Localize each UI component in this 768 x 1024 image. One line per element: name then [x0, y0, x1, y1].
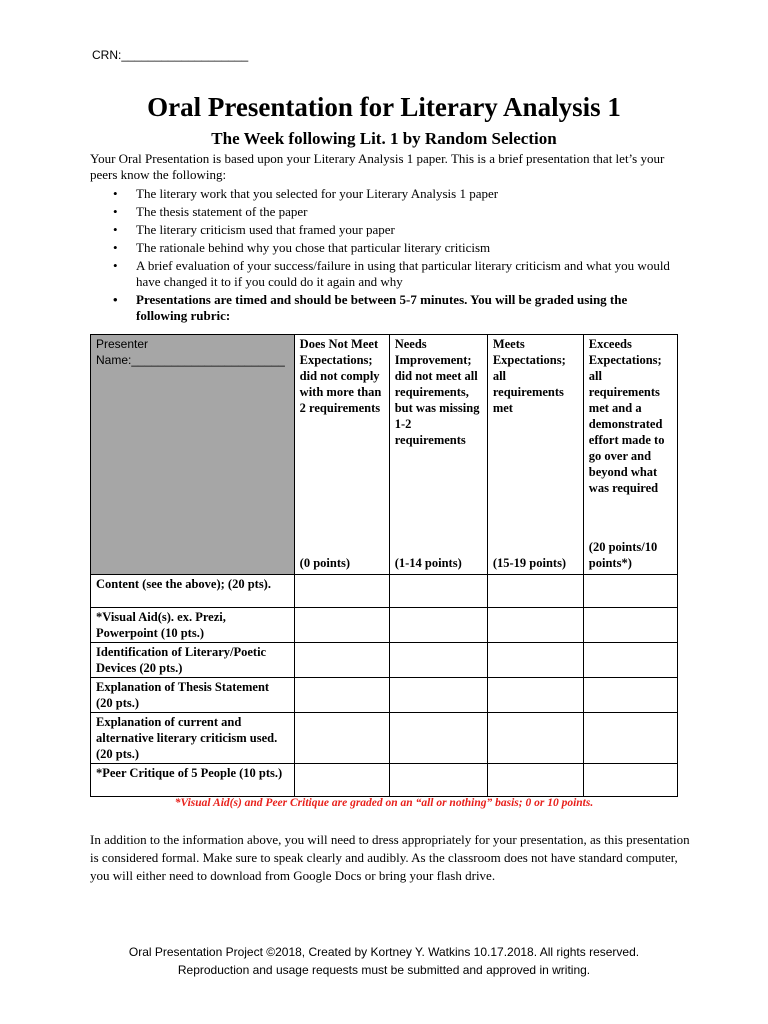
score-cell [294, 575, 389, 608]
level-header-cell [294, 335, 389, 575]
document-subtitle: The Week following Lit. 1 by Random Selection [211, 129, 557, 148]
criterion-label: Explanation of current and alternative literary criticism used. (20 pts.) [91, 713, 295, 764]
score-cell [487, 764, 583, 797]
table-row [91, 678, 678, 713]
usage-line: Reproduction and usage requests must be submitted and approved in writing. [177, 963, 591, 977]
table-row [91, 713, 678, 764]
score-cell [583, 713, 677, 764]
criterion-label: Explanation of Thesis Statement (20 pts.) [91, 678, 295, 713]
score-cell [583, 643, 677, 678]
document-title: Oral Presentation for Literary Analysis 1 [147, 92, 621, 122]
criterion-label: Identification of Literary/Poetic Devices (20 pts.) [91, 643, 295, 678]
table-row [91, 575, 678, 608]
score-cell [294, 678, 389, 713]
table-row [91, 764, 678, 797]
score-cell [389, 713, 487, 764]
requirements-list [100, 186, 680, 326]
score-cell [389, 575, 487, 608]
score-cell [487, 643, 583, 678]
crn-field: CRN:___________________ [92, 48, 249, 62]
score-cell [294, 643, 389, 678]
score-cell [583, 608, 677, 643]
copyright-line: Oral Presentation Project ©2018, Created by Kortney Y. Watkins 10.17.2018. All rights reserved. [128, 945, 640, 959]
score-cell [294, 764, 389, 797]
rubric-header-row [91, 335, 678, 575]
presenter-label: Presenter [96, 337, 149, 351]
score-cell [583, 678, 677, 713]
table-row [91, 643, 678, 678]
level-points: (1-14 points) [394, 556, 462, 570]
score-cell [487, 575, 583, 608]
list-item: • The literary work that you selected for your Literary Analysis 1 paper [100, 186, 680, 202]
list-item: • The thesis statement of the paper [100, 204, 680, 220]
table-row [91, 608, 678, 643]
presenter-cell [91, 335, 295, 575]
grading-note: *Visual Aid(s) and Peer Critique are graded on an “all or nothing” basis; 0 or 10 points. [174, 797, 594, 809]
score-cell [583, 575, 677, 608]
score-cell [294, 713, 389, 764]
list-item-timing: • Presentations are timed and should be between 5-7 minutes. You will be graded using the following rubric: [100, 292, 680, 324]
closing-paragraph: In addition to the information above, you will need to dress appropriately for your presentation, as this presentation is considered formal. Make sure to speak clearly and audibly. As the classroom does not have standard computer, you will either need to download from Google Docs or bring your flash drive. [90, 832, 690, 883]
level-header-cell [583, 335, 677, 575]
presenter-name-field: Name:_______________________ [96, 353, 285, 367]
level-points: (0 points) [299, 556, 351, 570]
rubric-table [90, 334, 678, 797]
score-cell [487, 608, 583, 643]
score-cell [583, 764, 677, 797]
list-item: • The rationale behind why you chose that particular literary criticism [100, 240, 680, 256]
level-header-cell [389, 335, 487, 575]
footer [0, 943, 768, 979]
criterion-label: Content (see the above); (20 pts). [91, 575, 295, 608]
criterion-label: *Visual Aid(s). ex. Prezi, Powerpoint (10 pts.) [91, 608, 295, 643]
score-cell [389, 764, 487, 797]
level-label: Exceeds Expectations; all requirements met and a demonstrated effort made to go over and beyond what was required [588, 337, 665, 495]
level-header-cell [487, 335, 583, 575]
list-item: • The literary criticism used that framed your paper [100, 222, 680, 238]
score-cell [389, 643, 487, 678]
level-points: (20 points/10 points*) [588, 540, 658, 570]
score-cell [389, 608, 487, 643]
level-points: (15-19 points) [492, 556, 567, 570]
intro-paragraph: Your Oral Presentation is based upon your Literary Analysis 1 paper. This is a brief presentation that let’s your peers know the following: [90, 151, 665, 182]
score-cell [389, 678, 487, 713]
score-cell [487, 713, 583, 764]
level-label: Meets Expectations; all requirements met [492, 337, 566, 415]
list-item: • A brief evaluation of your success/failure in using that particular literary criticism and what you would have changed it to if you could do it again and why [100, 258, 680, 290]
level-label: Needs Improvement; did not meet all requirements, but was missing 1-2 requirements [394, 337, 480, 447]
level-label: Does Not Meet Expectations; did not comply with more than 2 requirements [299, 337, 382, 415]
score-cell [487, 678, 583, 713]
score-cell [294, 608, 389, 643]
criterion-label: *Peer Critique of 5 People (10 pts.) [91, 764, 295, 797]
